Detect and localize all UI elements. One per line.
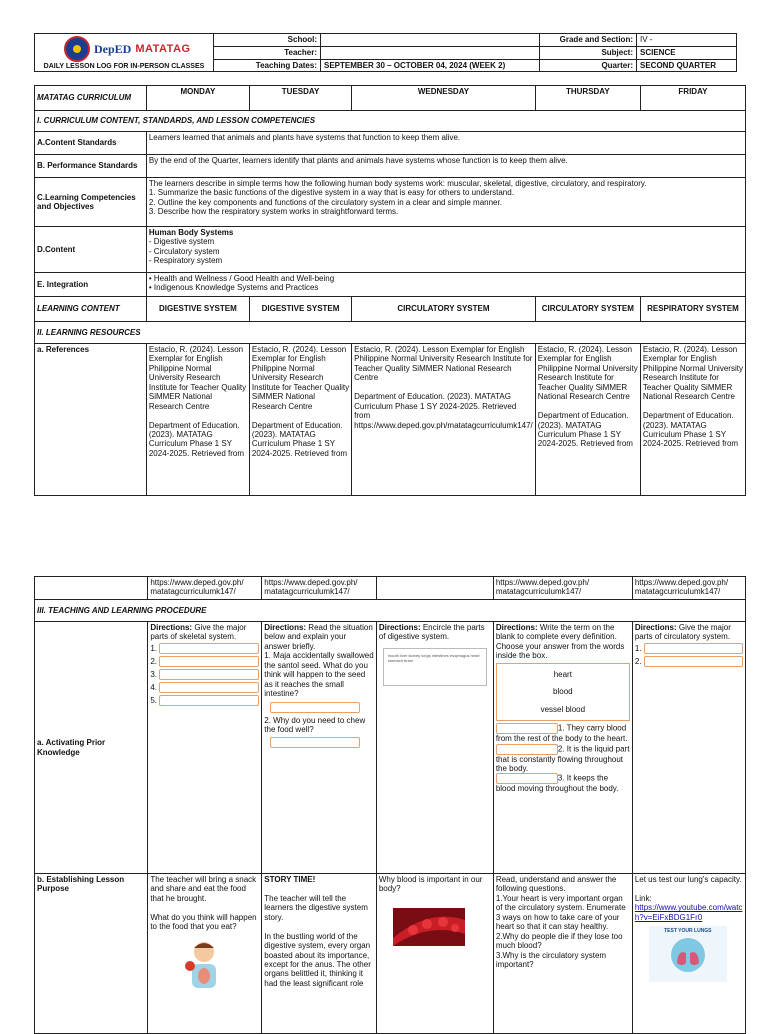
mon-answer-1[interactable] <box>159 643 259 654</box>
ref-monday-deped: Department of Education. (2023). MATATAG Curriculum Phase 1 SY 2024-2025. Retrieved from <box>148 420 245 458</box>
child-eating-icon <box>174 938 234 988</box>
fri-item-2: 2. <box>634 656 642 666</box>
thu-def-2: 2. It is the liquid part that is constantly flowing throughout the body. <box>495 744 630 773</box>
activating-thursday <box>493 622 632 874</box>
thu-answer-2[interactable] <box>496 744 558 755</box>
competency-main: The learners describe in simple terms how the following human body systems work: muscular, skeletal, digestive, circulatory, and respiratory. <box>148 179 647 188</box>
content-standards-label: A.Content Standards <box>35 132 147 155</box>
mon-item-5: 5. <box>150 695 157 705</box>
ref-monday-text: Estacio, R. (2024). Lesson Exemplar for English Philippine Normal University Research Institute for Teacher Quality SiMMER National Research Centre <box>148 345 247 411</box>
url-wednesday <box>376 577 493 600</box>
section3-title: III. TEACHING AND LEARNING PROCEDURE <box>35 600 746 622</box>
thu-def-1: 1. They carry blood from the rest of the body to the heart. <box>495 723 628 744</box>
ref-thursday-deped: Department of Education. (2023). MATATAG Curriculum Phase 1 SY 2024-2025. Retrieved from <box>537 411 633 449</box>
system-tuesday: DIGESTIVE SYSTEM <box>249 297 351 322</box>
subject-value[interactable]: SCIENCE <box>637 46 737 59</box>
integration-text <box>146 273 745 297</box>
lesson-log-table <box>34 85 746 496</box>
thumb-title: TEST YOUR LUNGS <box>664 928 712 935</box>
url-tuesday[interactable]: https://www.deped.gov.ph/ matatagcurriculumk147/ <box>262 577 377 600</box>
teacher-value[interactable] <box>321 46 540 59</box>
content-label: D.Content <box>35 227 147 273</box>
tue-question-2: 2. Why do you need to chew the food well? <box>264 715 366 734</box>
thu-answer-1[interactable] <box>496 723 558 734</box>
ref-tuesday <box>249 344 351 496</box>
directions-label-thu: Directions: <box>495 623 538 632</box>
mon-answer-4[interactable] <box>159 682 259 693</box>
log-title: DAILY LESSON LOG FOR IN-PERSON CLASSES <box>43 63 205 70</box>
day-thursday: THURSDAY <box>535 86 640 111</box>
ref-tuesday-deped: Department of Education. (2023). MATATAG Curriculum Phase 1 SY 2024-2025. Retrieved from <box>251 420 348 458</box>
performance-label: B. Performance Standards <box>35 155 147 178</box>
integration-item-2: • Indigenous Knowledge Systems and Practices <box>148 283 319 293</box>
deped-logo: DepED <box>94 41 132 56</box>
content-item-1: - Digestive system <box>148 237 215 247</box>
thu-question-2: 2.Why do people die if they lose too much blood? <box>495 931 623 951</box>
word-heart: heart <box>553 669 572 679</box>
purpose-friday <box>632 874 745 1034</box>
fri-answer-2[interactable] <box>644 656 744 667</box>
integration-label: E. Integration <box>35 273 147 297</box>
fri-link-label: Link: <box>634 893 652 903</box>
day-wednesday: WEDNESDAY <box>352 86 536 111</box>
tue-directions: Read the situation below and explain your answer briefly. <box>264 623 373 651</box>
ref-wednesday-deped: Department of Education. (2023). MATATAG Curriculum Phase 1 SY 2024-2025. Retrieved from https://www.deped.gov.ph/matatagcurriculumk147/ <box>354 392 533 430</box>
tue-question-1: 1. Maja accidentally swallowed the santol seed. What do you think will happen to the seed as it reaches the small intestine? <box>264 651 374 699</box>
activating-monday <box>148 622 262 874</box>
fri-video-link[interactable]: https://www.youtube.com/watch?v=EiFxBDG1Fr0 <box>634 903 743 922</box>
system-thursday: CIRCULATORY SYSTEM <box>535 297 640 322</box>
mon-directions: Give the major parts of skeletal system. <box>150 623 247 642</box>
teacher-label: Teacher: <box>214 46 321 59</box>
school-value[interactable] <box>321 34 540 47</box>
url-friday[interactable]: https://www.deped.gov.ph/ matatagcurriculumk147/ <box>632 577 745 600</box>
thu-word-box <box>496 663 630 721</box>
blood-vessel-image <box>393 908 465 946</box>
activating-label: a. Activating Prior Knowledge <box>35 622 148 874</box>
ref-friday <box>640 344 745 496</box>
section2-title: II. LEARNING RESOURCES <box>35 322 746 344</box>
ref-thursday <box>535 344 640 496</box>
ref-friday-text: Estacio, R. (2024). Lesson Exemplar for English Philippine Normal University Research Institute for Teacher Quality SiMMER National Research Centre <box>642 345 743 402</box>
subject-label: Subject: <box>540 46 637 59</box>
mon-answer-5[interactable] <box>159 695 259 706</box>
content-text <box>146 227 745 273</box>
tue-answer-1[interactable] <box>270 702 360 713</box>
references-label: a. References <box>35 344 147 496</box>
ref-thursday-text: Estacio, R. (2024). Lesson Exemplar for English Philippine Normal University Research Institute for Teacher Quality SiMMER National Research Centre <box>537 345 638 402</box>
thu-question-1: 1.Your heart is very important organ of the circulatory system. Enumerate 3 ways on how to take care of your heart so that it can stay healthy. <box>495 893 626 932</box>
content-title: Human Body Systems <box>148 228 234 237</box>
thu-answer-3[interactable] <box>496 773 558 784</box>
wed-directions: Encircle the parts of digestive system. <box>378 623 485 642</box>
ref-friday-deped: Department of Education. (2023). MATATAG Curriculum Phase 1 SY 2024-2025. Retrieved from <box>642 411 739 449</box>
directions-label-tue: Directions: <box>264 623 307 632</box>
competency-1: 1. Summarize the basic functions of the digestive system in a way that is easy for others to understand. <box>148 188 514 198</box>
school-label: School: <box>214 34 321 47</box>
mon-purpose-question: What do you think will happen to the food that you eat? <box>150 912 257 932</box>
purpose-tuesday <box>262 874 377 1034</box>
wed-purpose: Why blood is important in our body? <box>378 875 483 894</box>
deped-seal-icon <box>64 36 90 62</box>
competency-2: 2. Outline the key components and functions of the circulatory system in a clear and simple manner. <box>148 197 502 207</box>
header-table <box>34 33 737 72</box>
url-monday[interactable]: https://www.deped.gov.ph/ matatagcurriculumk147/ <box>148 577 262 600</box>
mon-purpose: The teacher will bring a snack and share and eat the food that he brought. <box>150 875 257 903</box>
system-monday: DIGESTIVE SYSTEM <box>146 297 249 322</box>
directions-label-fri: Directions: <box>634 623 677 632</box>
thu-question-3: 3.Why is the circulatory system important? <box>495 950 607 969</box>
day-monday: MONDAY <box>146 86 249 111</box>
directions-label-wed: Directions: <box>378 623 421 632</box>
mon-item-3: 3. <box>150 669 157 679</box>
purpose-thursday <box>493 874 632 1034</box>
fri-directions: Give the major parts of circulatory system. <box>634 623 731 642</box>
lungs-icon <box>668 935 708 973</box>
url-label-cell <box>35 577 148 600</box>
mon-answer-2[interactable] <box>159 656 259 667</box>
directions-label-mon: Directions: <box>150 623 193 632</box>
word-blood: blood <box>553 687 573 697</box>
fri-item-1: 1. <box>634 643 642 653</box>
url-thursday[interactable]: https://www.deped.gov.ph/ matatagcurriculumk147/ <box>493 577 632 600</box>
word-vessel-blood: vessel blood <box>540 704 586 714</box>
day-tuesday: TUESDAY <box>249 86 351 111</box>
day-friday: FRIDAY <box>640 86 745 111</box>
quarter-label: Quarter: <box>540 59 637 72</box>
quarter-value[interactable]: SECOND QUARTER <box>637 59 737 72</box>
thu-def-3: 3. It keeps the blood moving throughout the body. <box>495 773 619 794</box>
section1-title: I. CURRICULUM CONTENT, STANDARDS, AND LESSON COMPETENCIES <box>35 111 746 132</box>
story-title: STORY TIME! <box>264 875 316 884</box>
learning-content-label: LEARNING CONTENT <box>35 297 147 322</box>
tue-answer-2[interactable] <box>270 737 360 748</box>
logo-cell <box>35 34 214 72</box>
ref-wednesday-text: Estacio, R. (2024). Lesson Exemplar for English Philippine Normal University Research Institute for Teacher Quality SiMMER National Research Centre <box>354 345 533 383</box>
competencies-text <box>146 178 745 227</box>
integration-item-1: • Health and Wellness / Good Health and Well-being <box>148 274 335 283</box>
lung-video-thumbnail[interactable] <box>649 926 727 982</box>
dates-value[interactable]: SEPTEMBER 30 – OCTOBER 04, 2024 (WEEK 2) <box>321 59 540 72</box>
story-intro: The teacher will tell the learners the digestive system story. <box>264 893 368 922</box>
system-wednesday: CIRCULATORY SYSTEM <box>352 297 536 322</box>
wed-word-grid: mouth liver kidney lungs intestines esophagus heart stomach brain <box>383 648 487 686</box>
curriculum-title: MATATAG CURRICULUM <box>35 86 147 111</box>
competency-3: 3. Describe how the respiratory system works in straightforward terms. <box>148 207 399 217</box>
fri-answer-1[interactable] <box>644 643 744 654</box>
thu-purpose: Read, understand and answer the following questions. <box>495 875 617 894</box>
grade-label: Grade and Section: <box>540 34 637 47</box>
activating-friday <box>632 622 745 874</box>
story-text: In the bustling world of the digestive system, every organ boasted about its importance, except for the anus. The other organs belittled it, thinking it had the least significant role <box>264 931 371 988</box>
ref-wednesday <box>352 344 536 496</box>
ref-monday <box>146 344 249 496</box>
grade-value[interactable]: IV - <box>637 34 737 47</box>
purpose-monday <box>148 874 262 1034</box>
purpose-wednesday <box>376 874 493 1034</box>
thu-directions: Write the term on the blank to complete every definition. Choose your answer from the words inside the box. <box>495 623 625 661</box>
mon-item-1: 1. <box>150 643 157 653</box>
performance-text: By the end of the Quarter, learners identify that plants and animals have systems whose function is to keep them alive. <box>146 155 745 178</box>
mon-item-2: 2. <box>150 656 157 666</box>
system-friday: RESPIRATORY SYSTEM <box>640 297 745 322</box>
activating-tuesday <box>262 622 377 874</box>
activating-wednesday <box>376 622 493 874</box>
matatag-logo: MATATAG <box>135 42 191 55</box>
fri-purpose: Let us test our lung's capacity. <box>634 875 742 884</box>
content-item-3: - Respiratory system <box>148 256 223 266</box>
lesson-log-table-page2 <box>34 576 746 1034</box>
dates-label: Teaching Dates: <box>214 59 321 72</box>
mon-answer-3[interactable] <box>159 669 259 680</box>
competencies-label: C.Learning Competencies and Objectives <box>35 178 147 227</box>
ref-tuesday-text: Estacio, R. (2024). Lesson Exemplar for English Philippine Normal University Research Institute for Teacher Quality SiMMER National Research Centre <box>251 345 350 411</box>
mon-item-4: 4. <box>150 682 157 692</box>
content-item-2: - Circulatory system <box>148 246 220 256</box>
content-standards-text: Learners learned that animals and plants have systems that function to keep them alive. <box>146 132 745 155</box>
purpose-label: b. Establishing Lesson Purpose <box>35 874 148 1034</box>
